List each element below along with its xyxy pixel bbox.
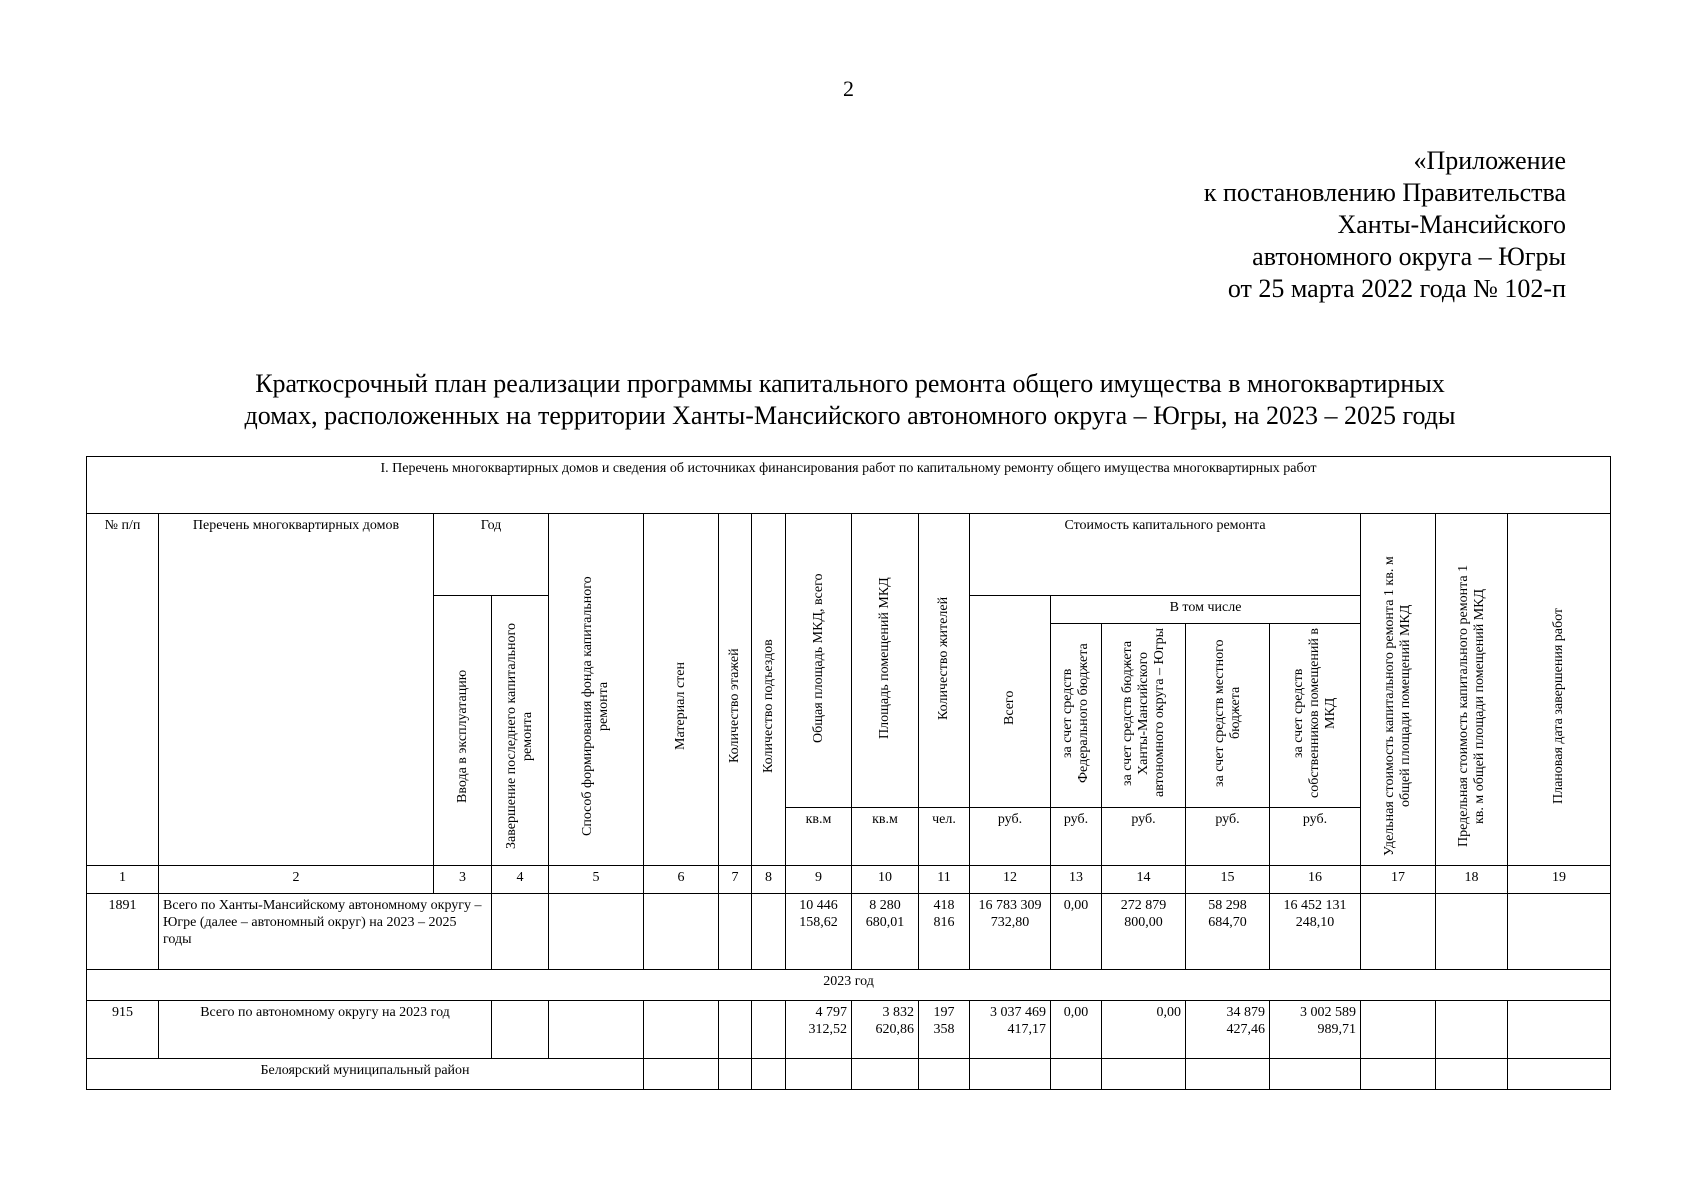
row-cost-total: 16 783 309 732,80 (970, 894, 1051, 970)
header-floors: Количество этажей (719, 514, 752, 866)
row-total-area: 10 446 158,62 (786, 894, 852, 970)
empty-cell (752, 1059, 786, 1090)
empty-cell (1361, 1059, 1436, 1090)
col-number: 15 (1186, 866, 1270, 894)
empty-cell (644, 1059, 719, 1090)
col-number: 14 (1102, 866, 1186, 894)
unit-local: руб. (1186, 808, 1270, 866)
appendix-header (1204, 145, 1566, 305)
page-number: 2 (843, 76, 854, 101)
header-cost: Стоимость капитального ремонта (970, 514, 1361, 596)
appendix-line: автономного округа – Югры (1252, 242, 1566, 271)
empty-cell (1436, 894, 1508, 970)
empty-cell (786, 1059, 852, 1090)
unit-owners: руб. (1270, 808, 1361, 866)
empty-cell (752, 1001, 786, 1059)
empty-cell (719, 1059, 752, 1090)
header-unit-cost: Удельная стоимость капитального ремонта 1 кв. м общей площади помещений МКД (1361, 514, 1436, 866)
row-district: 272 879 800,00 (1102, 894, 1186, 970)
empty-cell (1508, 894, 1611, 970)
empty-cell (492, 894, 549, 970)
appendix-line: Ханты-Мансийского (1337, 210, 1566, 239)
header-total-area: Общая площадь МКД, всего (786, 514, 852, 808)
empty-cell (1361, 1001, 1436, 1059)
table-row (87, 894, 1611, 970)
unit-federal: руб. (1051, 808, 1102, 866)
row-num: 1891 (87, 894, 159, 970)
col-number: 5 (549, 866, 644, 894)
repair-plan-table-wrap (86, 456, 1610, 1090)
header-year: Год (434, 514, 549, 596)
col-number: 19 (1508, 866, 1611, 894)
empty-cell (549, 1001, 644, 1059)
unit-total-area: кв.м (786, 808, 852, 866)
section-title: I. Перечень многоквартирных домов и сведения об источниках финансирования работ по капитальному ремонту общего имущества многоквартирных работ (87, 457, 1611, 514)
header-residents: Количество жителей (919, 514, 970, 808)
header-owners: за счет средств собственников помещений в МКД (1270, 624, 1361, 808)
appendix-line: «Приложение (1413, 146, 1566, 175)
row-name: Всего по Ханты-Мансийскому автономному округу – Югре (далее – автономный округ) на 2023 – 2025 годы (159, 894, 492, 970)
col-number: 6 (644, 866, 719, 894)
header-district: за счет средств бюджета Ханты-Мансийского автономного округа – Югры (1102, 624, 1186, 808)
col-number: 7 (719, 866, 752, 894)
row-residents: 418 816 (919, 894, 970, 970)
col-number: 11 (919, 866, 970, 894)
col-number: 9 (786, 866, 852, 894)
row-local: 58 298 684,70 (1186, 894, 1270, 970)
header-planned-date: Плановая дата завершения работ (1508, 514, 1611, 866)
header-num: № п/п (87, 514, 159, 866)
empty-cell (492, 1001, 549, 1059)
header-last-repair: Завершение последнего капитального ремонта (492, 596, 549, 866)
unit-cost-total: руб. (970, 808, 1051, 866)
district-row: Белоярский муниципальный район (87, 1059, 644, 1090)
row-name: Всего по автономному округу на 2023 год (159, 1001, 492, 1059)
document-title (150, 368, 1550, 432)
empty-cell (1270, 1059, 1361, 1090)
unit-residents: чел. (919, 808, 970, 866)
header-premises-area: Площадь помещений МКД (852, 514, 919, 808)
row-federal: 0,00 (1051, 894, 1102, 970)
header-houses: Перечень многоквартирных домов (159, 514, 434, 866)
row-federal: 0,00 (1051, 1001, 1102, 1059)
row-premises-area: 8 280 680,01 (852, 894, 919, 970)
table-row (87, 1001, 1611, 1059)
empty-cell (1051, 1059, 1102, 1090)
repair-plan-table (86, 456, 1611, 1090)
row-cost-total: 3 037 469 417,17 (970, 1001, 1051, 1059)
appendix-line: к постановлению Правительства (1203, 178, 1566, 207)
unit-district: руб. (1102, 808, 1186, 866)
col-number: 16 (1270, 866, 1361, 894)
appendix-line: от 25 марта 2022 года № 102-п (1227, 274, 1566, 303)
empty-cell (852, 1059, 919, 1090)
row-local: 34 879 427,46 (1186, 1001, 1270, 1059)
year-heading: 2023 год (87, 970, 1611, 1001)
empty-cell (752, 894, 786, 970)
header-fund-method: Способ формирования фонда капитального ремонта (549, 514, 644, 866)
col-number: 13 (1051, 866, 1102, 894)
header-wall-material: Материал стен (644, 514, 719, 866)
col-number: 18 (1436, 866, 1508, 894)
row-owners: 3 002 589 989,71 (1270, 1001, 1361, 1059)
header-cost-total: Всего (970, 596, 1051, 808)
header-commissioning: Ввода в эксплуатацию (434, 596, 492, 866)
header-max-cost: Предельная стоимость капитального ремонта 1 кв. м общей площади помещений МКД (1436, 514, 1508, 866)
col-number: 3 (434, 866, 492, 894)
empty-cell (1436, 1059, 1508, 1090)
empty-cell (1436, 1001, 1508, 1059)
row-residents: 197 358 (919, 1001, 970, 1059)
col-number: 4 (492, 866, 549, 894)
row-num: 915 (87, 1001, 159, 1059)
empty-cell (970, 1059, 1051, 1090)
empty-cell (1508, 1059, 1611, 1090)
empty-cell (549, 894, 644, 970)
header-entrances: Количество подъездов (752, 514, 786, 866)
row-total-area: 4 797 312,52 (786, 1001, 852, 1059)
header-federal: за счет средств Федерального бюджета (1051, 624, 1102, 808)
empty-cell (1508, 1001, 1611, 1059)
row-premises-area: 3 832 620,86 (852, 1001, 919, 1059)
col-number: 17 (1361, 866, 1436, 894)
header-including: В том числе (1051, 596, 1361, 624)
empty-cell (719, 894, 752, 970)
col-number: 1 (87, 866, 159, 894)
header-local: за счет средств местного бюджета (1186, 624, 1270, 808)
unit-premises-area: кв.м (852, 808, 919, 866)
col-number: 12 (970, 866, 1051, 894)
empty-cell (919, 1059, 970, 1090)
col-number: 2 (159, 866, 434, 894)
empty-cell (644, 1001, 719, 1059)
empty-cell (1361, 894, 1436, 970)
empty-cell (644, 894, 719, 970)
title-line: Краткосрочный план реализации программы капитального ремонта общего имущества в многоквартирных (255, 369, 1445, 398)
row-district: 0,00 (1102, 1001, 1186, 1059)
empty-cell (1186, 1059, 1270, 1090)
title-line: домах, расположенных на территории Ханты-Мансийского автономного округа – Югры, на 2023 – 2025 годы (244, 401, 1456, 430)
empty-cell (719, 1001, 752, 1059)
row-owners: 16 452 131 248,10 (1270, 894, 1361, 970)
empty-cell (1102, 1059, 1186, 1090)
col-number: 8 (752, 866, 786, 894)
col-number: 10 (852, 866, 919, 894)
